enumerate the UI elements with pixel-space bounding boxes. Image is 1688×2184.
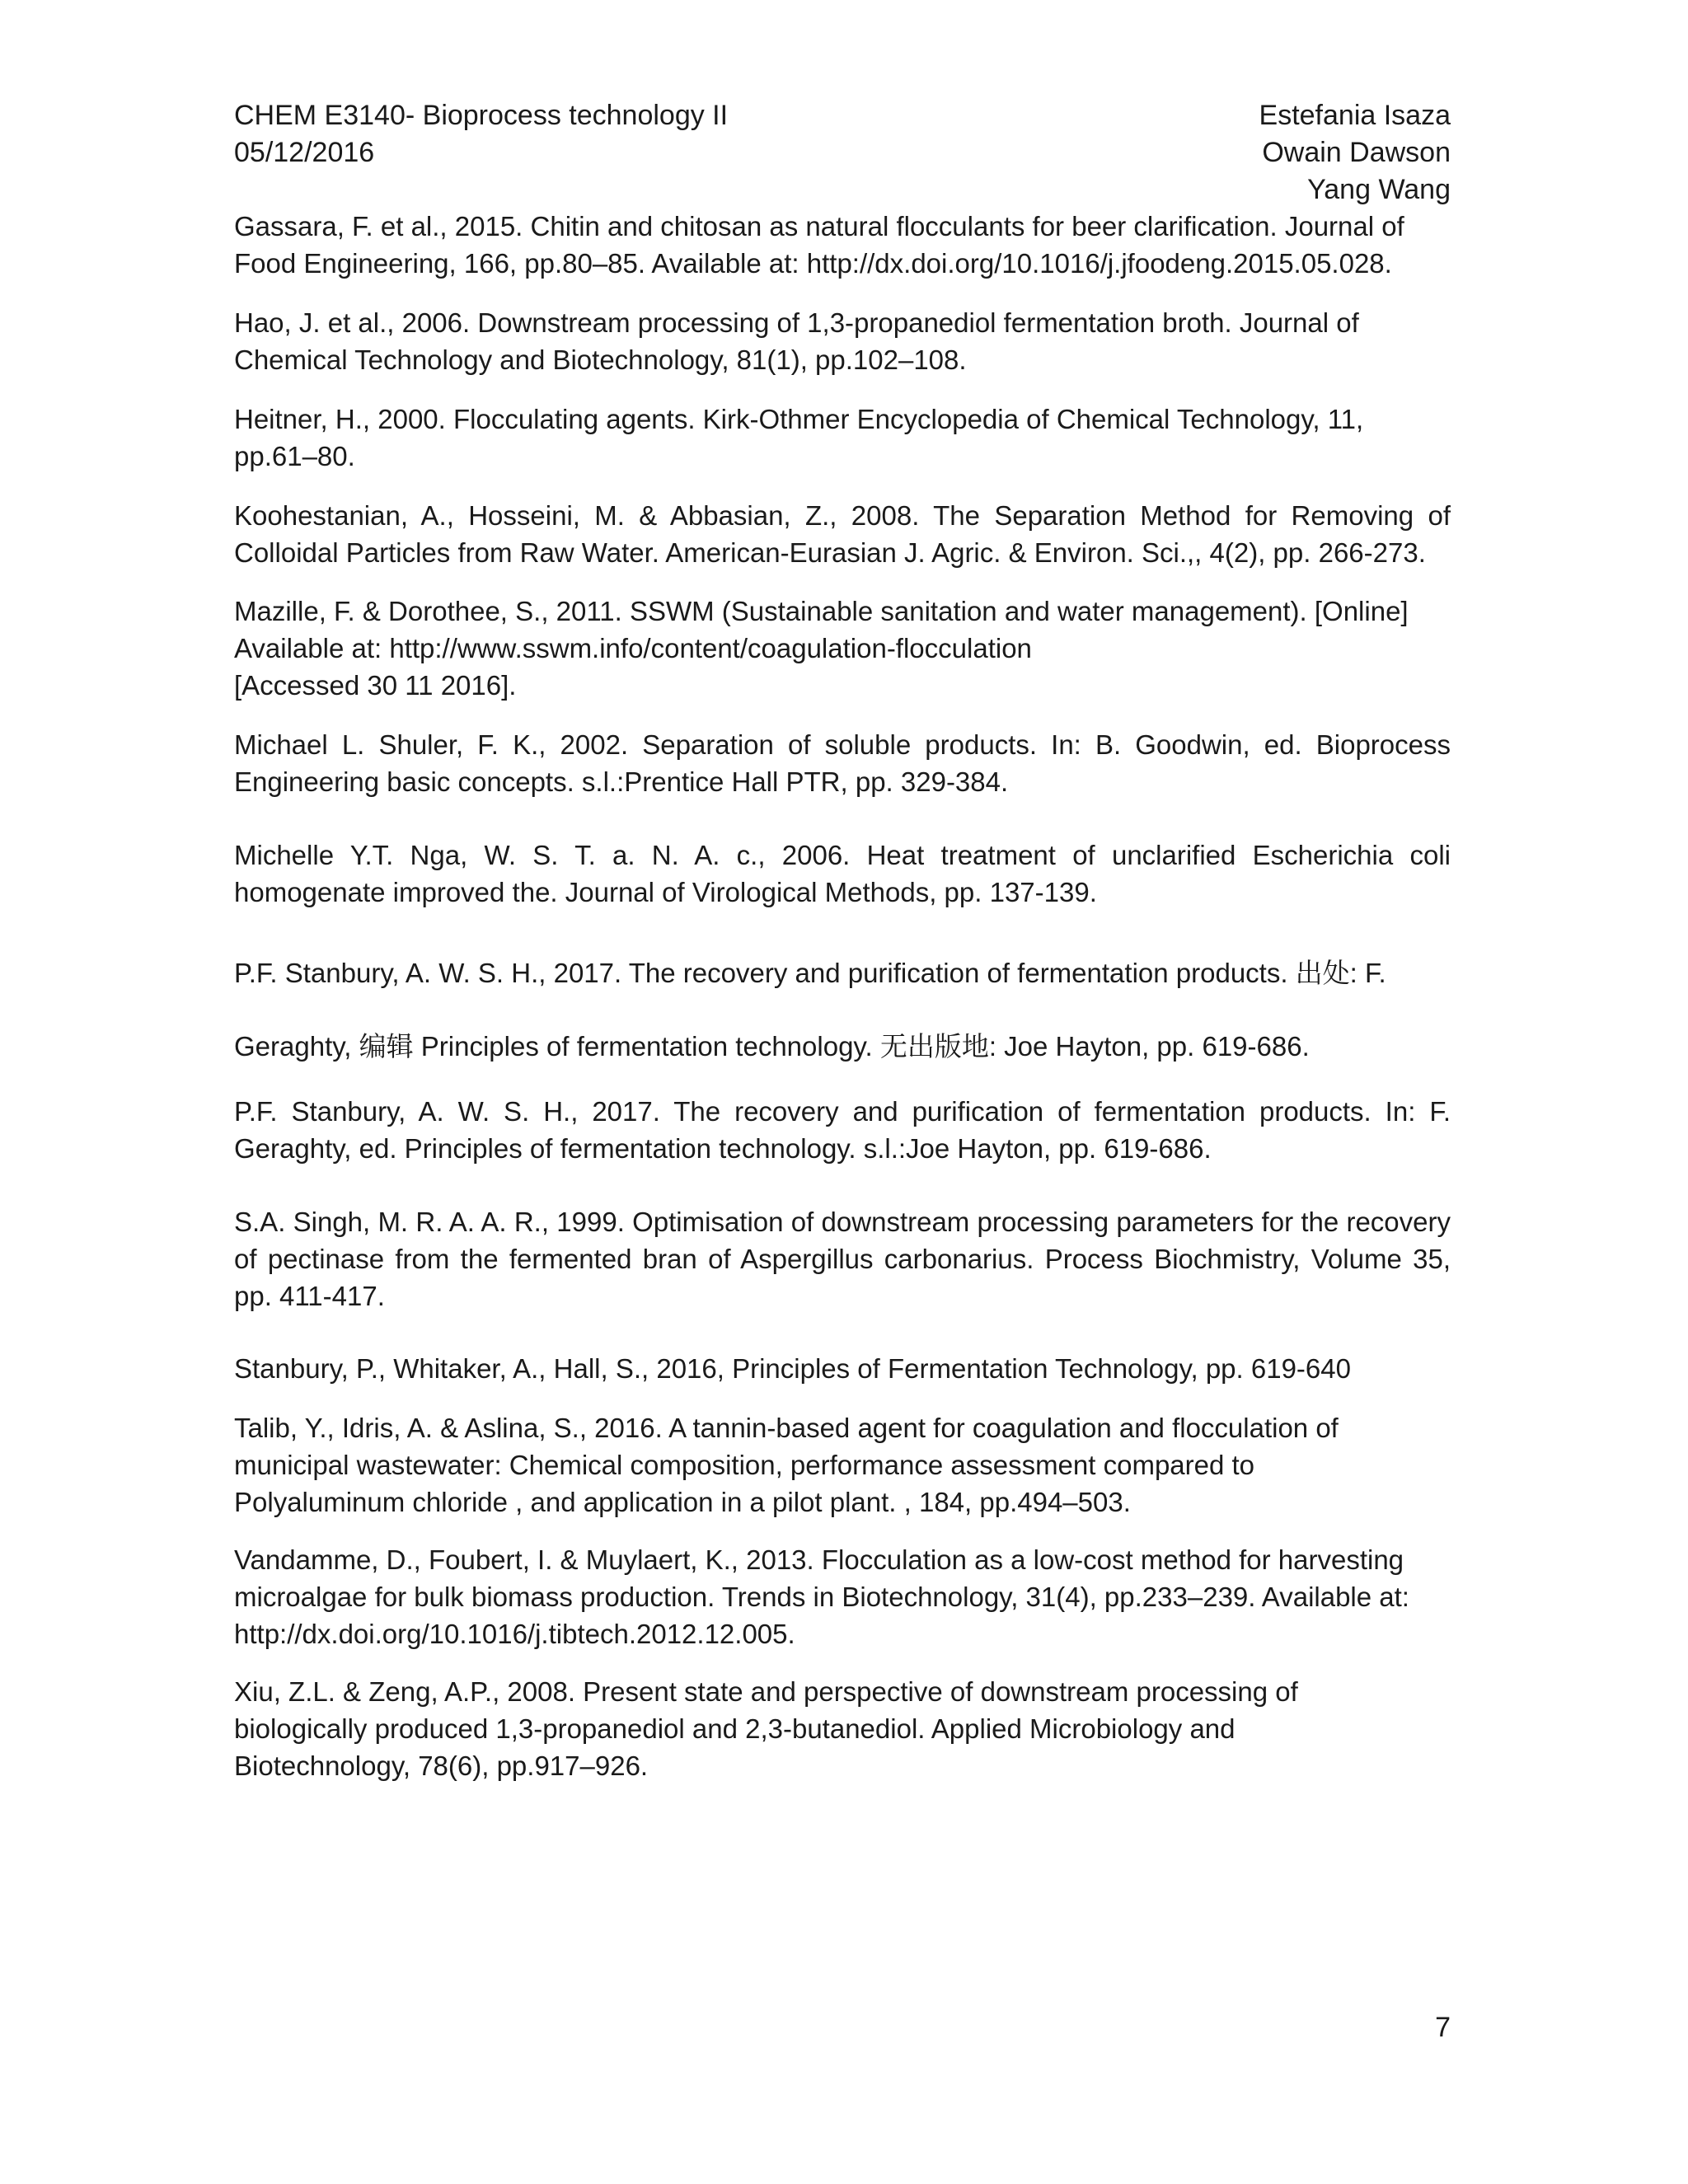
reference-line: Polyaluminum chloride , and application in a pilot plant. , 184, pp.494–503. bbox=[234, 1487, 1131, 1517]
reference-entry bbox=[234, 1673, 1451, 1784]
reference-line: biologically produced 1,3-propanediol and 2,3-butanediol. Applied Microbiology and bbox=[234, 1713, 1236, 1744]
reference-line: Michael L. Shuler, F. K., 2002. Separation of soluble products. In: B. Goodwin, ed. Bioprocess bbox=[234, 729, 1451, 760]
reference-line: Michelle Y.T. Nga, W. S. T. a. N. A. c., 2006. Heat treatment of unclarified Escherichia coli bbox=[234, 840, 1451, 870]
header-left bbox=[234, 97, 728, 171]
reference-line: Stanbury, P., Whitaker, A., Hall, S., 2016, Principles of Fermentation Technology, pp. 619-640 bbox=[234, 1353, 1351, 1384]
reference-line: pp.61–80. bbox=[234, 441, 355, 471]
reference-entry bbox=[234, 593, 1451, 704]
author-list bbox=[1259, 97, 1451, 209]
reference-line: Mazille, F. & Dorothee, S., 2011. SSWM (Sustainable sanitation and water management). [Online] bbox=[234, 596, 1409, 626]
reference-entry bbox=[234, 1028, 1451, 1065]
reference-entry bbox=[234, 1409, 1451, 1521]
reference-line: Biotechnology, 78(6), pp.917–926. bbox=[234, 1750, 649, 1781]
reference-entry bbox=[234, 954, 1451, 991]
reference-line: P.F. Stanbury, A. W. S. H., 2017. The recovery and purification of fermentation products. 出处: F. bbox=[234, 958, 1386, 988]
reference-line: pp. 411-417. bbox=[234, 1281, 385, 1311]
reference-line: Xiu, Z.L. & Zeng, A.P., 2008. Present state and perspective of downstream processing of bbox=[234, 1676, 1298, 1707]
reference-entry bbox=[234, 401, 1451, 475]
reference-line: Heitner, H., 2000. Flocculating agents. Kirk-Othmer Encyclopedia of Chemical Technology, 11, bbox=[234, 404, 1364, 434]
reference-entry bbox=[234, 1093, 1451, 1167]
reference-line: http://dx.doi.org/10.1016/j.tibtech.2012.12.005. bbox=[234, 1619, 795, 1649]
reference-line: Talib, Y., Idris, A. & Aslina, S., 2016. A tannin-based agent for coagulation and flocculation of bbox=[234, 1413, 1339, 1443]
reference-entry bbox=[234, 304, 1451, 378]
reference-entry bbox=[234, 837, 1451, 911]
reference-line: homogenate improved the. Journal of Virological Methods, pp. 137-139. bbox=[234, 877, 1097, 907]
reference-line: Koohestanian, A., Hosseini, M. & Abbasian, Z., 2008. The Separation Method for Removing of bbox=[234, 500, 1451, 531]
reference-entry bbox=[234, 1203, 1451, 1315]
reference-entry bbox=[234, 1541, 1451, 1652]
page-number: 7 bbox=[1435, 2012, 1451, 2043]
reference-line: P.F. Stanbury, A. W. S. H., 2017. The recovery and purification of fermentation products. In: F. bbox=[234, 1096, 1451, 1127]
reference-line: Vandamme, D., Foubert, I. & Muylaert, K., 2013. Flocculation as a low-cost method for harvesting bbox=[234, 1544, 1404, 1575]
reference-entry bbox=[234, 1350, 1451, 1387]
author-name: Estefania Isaza bbox=[1259, 100, 1451, 131]
document-date: 05/12/2016 bbox=[234, 137, 375, 168]
reference-line: of pectinase from the fermented bran of Aspergillus carbonarius. Process Biochmistry, Volume 35, bbox=[234, 1244, 1451, 1274]
reference-line: Gassara, F. et al., 2015. Chitin and chitosan as natural flocculants for beer clarification. Journal of bbox=[234, 211, 1404, 241]
reference-line: Chemical Technology and Biotechnology, 81(1), pp.102–108. bbox=[234, 344, 967, 375]
reference-line: microalgae for bulk biomass production. Trends in Biotechnology, 31(4), pp.233–239. Available at: bbox=[234, 1582, 1409, 1612]
reference-line: Geraghty, ed. Principles of fermentation technology. s.l.:Joe Hayton, pp. 619-686. bbox=[234, 1133, 1212, 1164]
reference-line: Engineering basic concepts. s.l.:Prentice Hall PTR, pp. 329-384. bbox=[234, 766, 1009, 797]
reference-entry bbox=[234, 726, 1451, 800]
reference-line: Food Engineering, 166, pp.80–85. Available at: http://dx.doi.org/10.1016/j.jfoodeng.2015.05.028. bbox=[234, 248, 1392, 279]
author-name: Owain Dawson bbox=[1262, 137, 1451, 168]
course-title: CHEM E3140- Bioprocess technology II bbox=[234, 100, 729, 131]
reference-line: Geraghty, 编辑 Principles of fermentation technology. 无出版地: Joe Hayton, pp. 619-686. bbox=[234, 1031, 1310, 1062]
reference-entry bbox=[234, 497, 1451, 571]
reference-line: Available at: http://www.sswm.info/content/coagulation-flocculation bbox=[234, 633, 1032, 663]
reference-line: Hao, J. et al., 2006. Downstream processing of 1,3-propanediol fermentation broth. Journal of bbox=[234, 307, 1359, 338]
author-name: Yang Wang bbox=[1307, 174, 1451, 205]
reference-line: Colloidal Particles from Raw Water. American-Eurasian J. Agric. & Environ. Sci.,, 4(2), pp. 266-273. bbox=[234, 537, 1426, 568]
reference-line: [Accessed 30 11 2016]. bbox=[234, 670, 517, 701]
reference-entry bbox=[234, 208, 1451, 282]
reference-line: S.A. Singh, M. R. A. A. R., 1999. Optimisation of downstream processing parameters for the recovery bbox=[234, 1207, 1451, 1237]
reference-line: municipal wastewater: Chemical composition, performance assessment compared to bbox=[234, 1450, 1255, 1480]
